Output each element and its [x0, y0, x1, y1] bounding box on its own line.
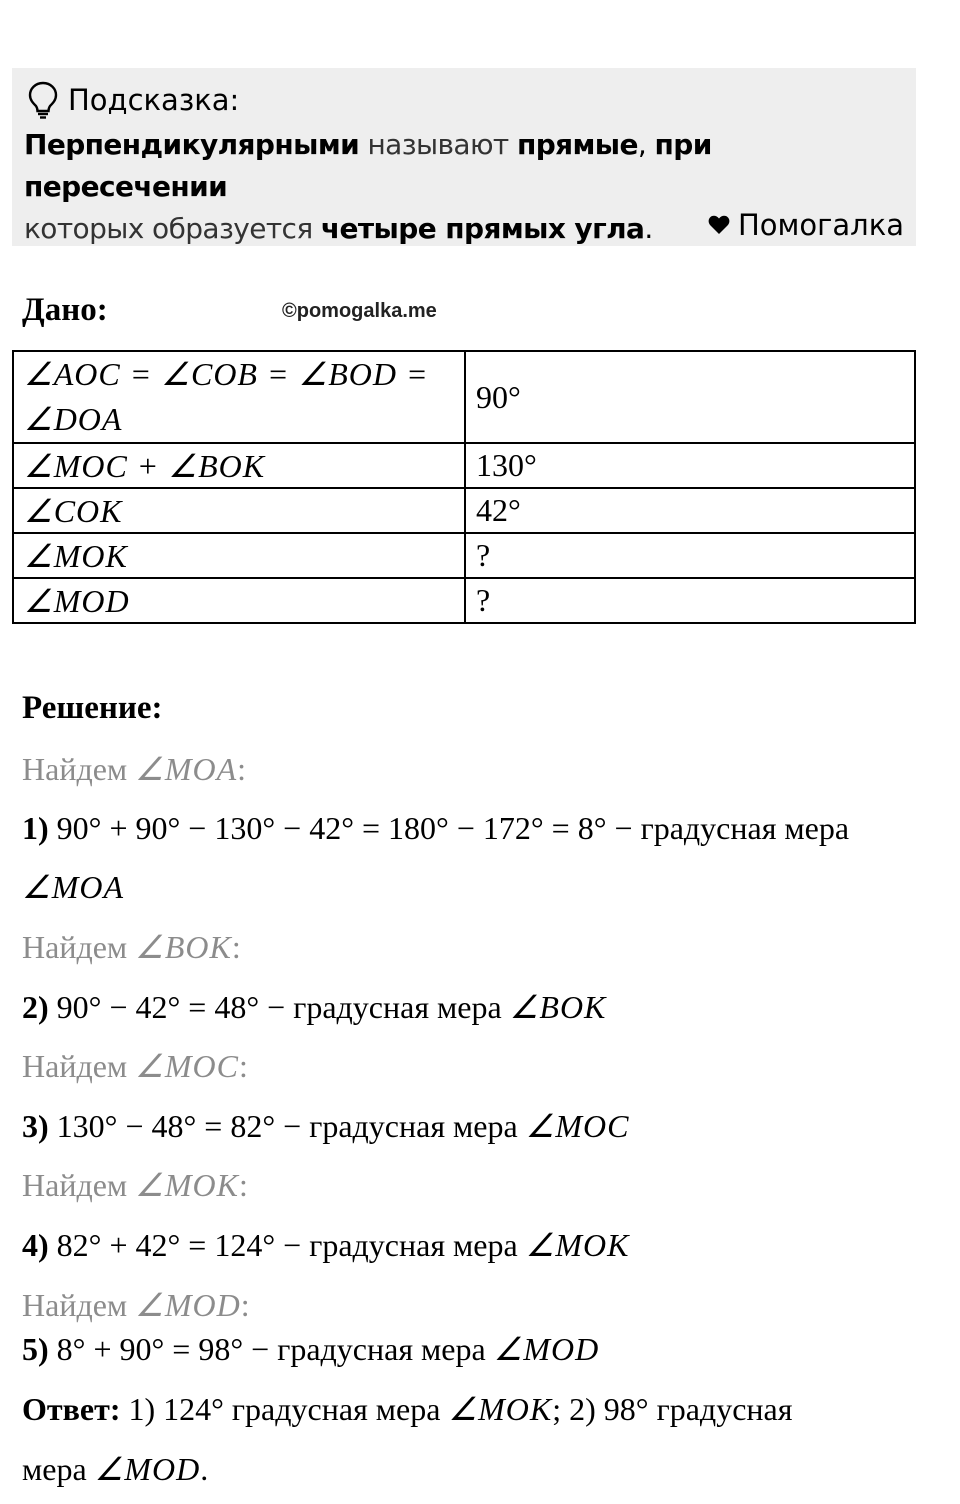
find-text: Найдем	[22, 1048, 136, 1084]
lightbulb-icon	[26, 80, 60, 120]
table-cell-value: 42°	[465, 488, 915, 533]
step-number: 5)	[22, 1331, 49, 1367]
table-row	[13, 443, 915, 488]
table-row	[13, 488, 915, 533]
hint-term: Перпендикулярными	[24, 128, 360, 161]
condition-line: ∠AOC = ∠COB = ∠BOD =	[24, 356, 429, 392]
angle: ∠MOC	[525, 1108, 630, 1144]
answer-text: ; 2) 98° градусная	[552, 1391, 793, 1427]
hint-line-1	[24, 124, 904, 208]
step-text: 90° + 90° − 130° − 42° = 180° − 172° = 8° − градусная мера	[48, 810, 850, 846]
hint-plain: ,	[637, 128, 655, 161]
hint-title: Подсказка:	[68, 83, 240, 117]
angle: ∠MOD	[135, 1287, 241, 1323]
table-cell-value: ?	[465, 533, 915, 578]
answer-text: мера	[22, 1451, 95, 1487]
find-line	[22, 928, 241, 966]
hint-term: прямые	[516, 128, 638, 161]
angle: ∠BOK	[509, 989, 607, 1025]
heart-icon	[708, 215, 730, 235]
watermark: ©pomogalka.me	[282, 300, 437, 322]
angle: ∠BOK	[135, 929, 232, 965]
find-text: Найдем	[22, 929, 136, 965]
table-cell-condition	[13, 351, 465, 443]
angle: ∠MOK	[135, 1167, 239, 1203]
find-line	[22, 1166, 248, 1204]
find-line	[22, 750, 246, 788]
hint-header	[26, 80, 239, 120]
table-cell-condition: ∠COK	[13, 488, 465, 533]
given-label: Дано:	[22, 292, 108, 328]
step-text: 8° + 90° = 98° − градусная мера	[48, 1331, 494, 1367]
hint-term: четыре прямых угла	[320, 212, 645, 245]
step-angle: ∠MOA	[22, 869, 124, 905]
table-cell-condition: ∠MOK	[13, 533, 465, 578]
find-text: Найдем	[22, 1167, 136, 1203]
answer-line	[22, 1450, 208, 1488]
find-colon: :	[237, 751, 247, 787]
table-cell-condition: ∠MOD	[13, 578, 465, 623]
solution-label: Решение:	[22, 690, 163, 726]
condition-line: ∠DOA	[24, 401, 123, 437]
step-line	[22, 1330, 599, 1368]
step-number: 4)	[22, 1227, 49, 1263]
angle: ∠MOA	[135, 751, 238, 787]
table-row	[13, 578, 915, 623]
step-line	[22, 988, 606, 1026]
step-line	[22, 810, 849, 847]
given-table	[12, 350, 916, 624]
answer-text: 1) 124° градусная мера	[120, 1391, 449, 1427]
table-cell-value: 90°	[465, 351, 915, 443]
step-number: 1)	[22, 810, 49, 846]
step-line	[22, 1226, 630, 1264]
step-text: 90° − 42° = 48° − градусная мера	[48, 989, 510, 1025]
step-text: 130° − 48° = 82° − градусная мера	[48, 1108, 526, 1144]
find-text: Найдем	[22, 1287, 136, 1323]
find-line	[22, 1047, 248, 1085]
answer-text: .	[200, 1451, 209, 1487]
answer-label: Ответ:	[22, 1391, 121, 1427]
find-text: Найдем	[22, 751, 136, 787]
step-number: 2)	[22, 989, 49, 1025]
angle: ∠MOD	[493, 1331, 600, 1367]
angle: ∠MOD	[94, 1451, 201, 1487]
hint-term: при пересечении	[24, 128, 712, 203]
find-colon: :	[238, 1048, 248, 1084]
hint-plain: называют	[359, 128, 517, 161]
step-text: 82° + 42° = 124° − градусная мера	[48, 1227, 526, 1263]
table-row	[13, 533, 915, 578]
hint-plain: которых образуется	[24, 212, 321, 245]
angle: ∠MOK	[448, 1391, 553, 1427]
angle: ∠MOC	[135, 1048, 239, 1084]
find-line	[22, 1286, 250, 1324]
brand	[708, 208, 904, 242]
find-colon: :	[240, 1287, 250, 1323]
angle: ∠MOK	[525, 1227, 630, 1263]
table-cell-value: 130°	[465, 443, 915, 488]
find-colon: :	[238, 1167, 248, 1203]
step-number: 3)	[22, 1108, 49, 1144]
answer-line	[22, 1390, 792, 1428]
brand-label: Помогалка	[738, 208, 904, 242]
hint-box	[12, 68, 916, 246]
table-row	[13, 351, 915, 443]
find-colon: :	[231, 929, 241, 965]
table-cell-value: ?	[465, 578, 915, 623]
hint-plain: .	[644, 212, 653, 245]
table-cell-condition: ∠MOC + ∠BOK	[13, 443, 465, 488]
step-line	[22, 1107, 630, 1145]
